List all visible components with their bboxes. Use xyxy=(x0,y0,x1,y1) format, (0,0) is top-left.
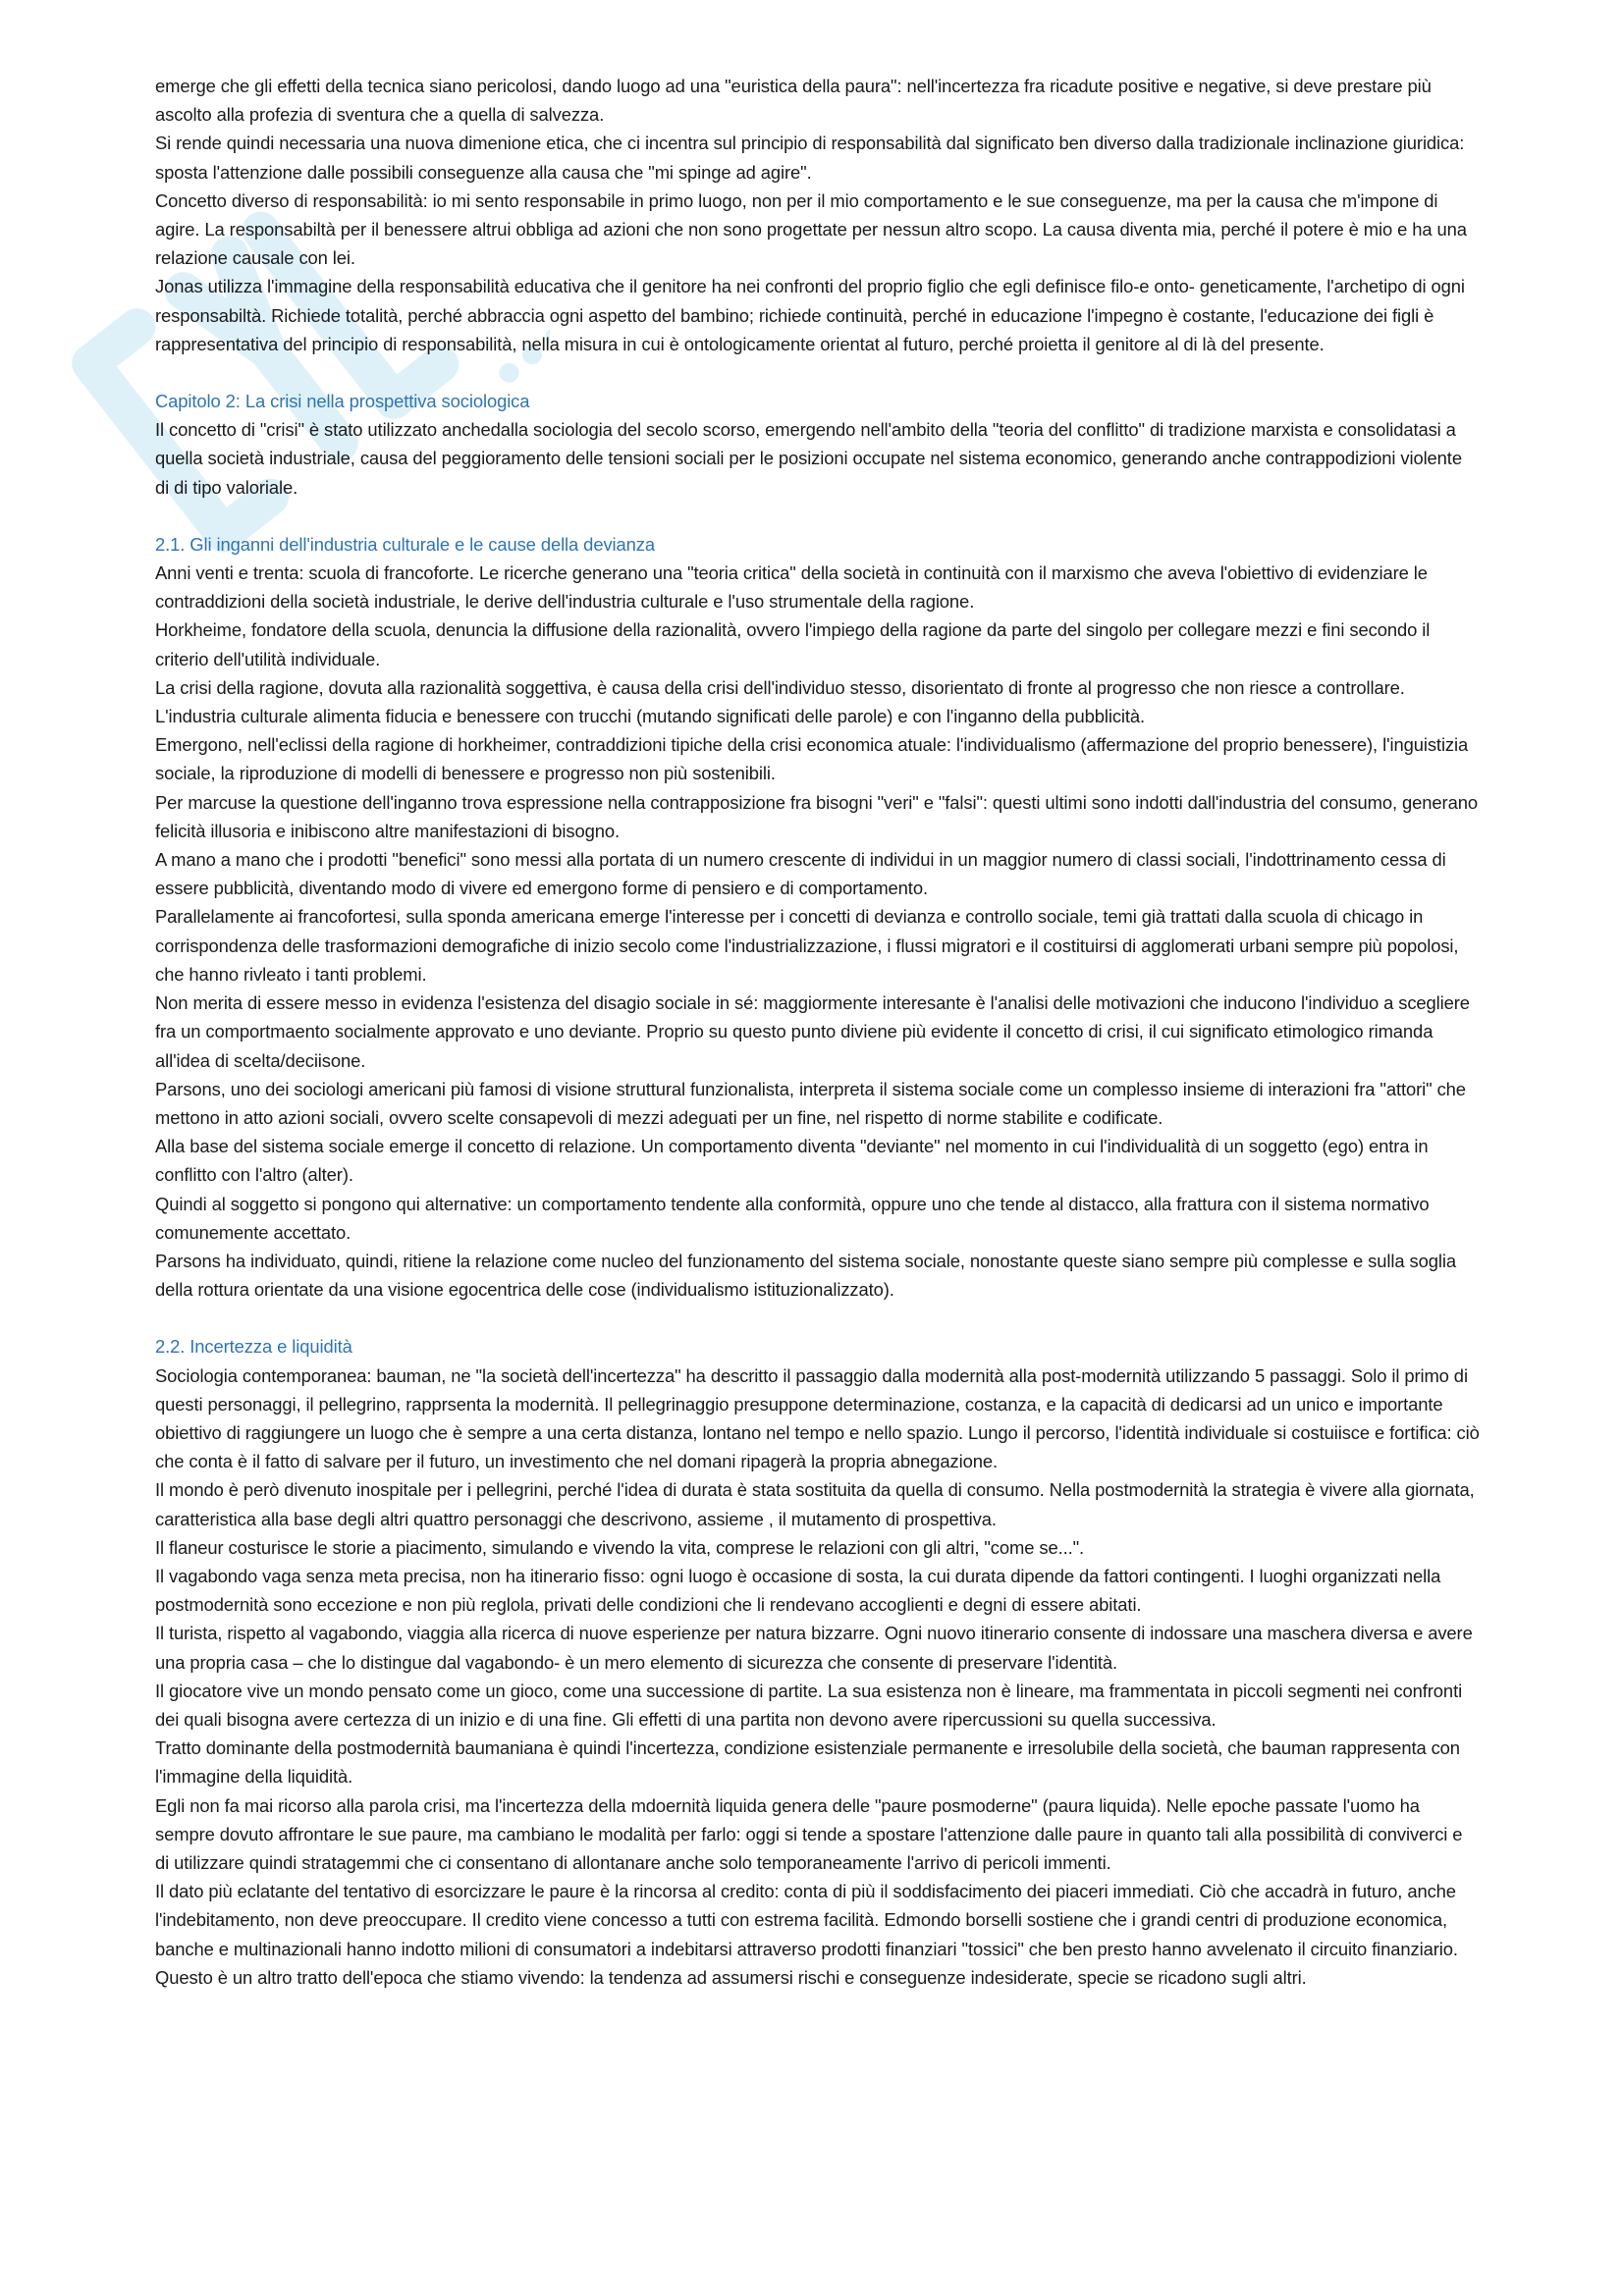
paragraph: Horkheime, fondatore della scuola, denuncia la diffusione della razionalità, ovvero l'impiego della ragione da parte del singolo per collegare mezzi e fini secondo il criterio dell'utilità individuale. xyxy=(155,619,1431,669)
paragraph: La crisi della ragione, dovuta alla razionalità soggettiva, è causa della crisi dell'individuo stesso, disorientato di fronte al progresso che non riesce a controllare. xyxy=(155,676,1405,698)
document-page xyxy=(155,72,1481,1992)
paragraph-intro-1: emerge che gli effetti della tecnica siano pericolosi, dando luogo ad una "euristica della paura": nell'incertezza fra ricadute positive e negative, si deve prestare più ascolto alla profezia di sventura che a quella di salvezza. xyxy=(155,76,1432,126)
paragraph-intro-2: Si rende quindi necessaria una nuova dimenione etica, che ci incentra sul principio di responsabilità dal significato ben diverso dalla tradizionale inclinazione giuridica: sposta l'attenzione dalle possibili conseguenze alla causa che "mi spinge ad agire". xyxy=(155,133,1465,183)
spacer xyxy=(155,358,1481,387)
paragraph: Il vagabondo vaga senza meta precisa, non ha itinerario fisso: ogni luogo è occasione di sosta, la cui durata dipende da fattori contingenti. I luoghi organizzati nella postmodernità sono eccezione e non più reglola, privati delle condizioni che li rendevano accoglienti e degni di essere abitati. xyxy=(155,1565,1441,1616)
paragraph: Il flaneur costurisce le storie a piacimento, simulando e vivendo la vita, comprese le relazioni con gli altri, "come se...". xyxy=(155,1536,1085,1558)
paragraph-intro-3: Concetto diverso di responsabilità: io mi sento responsabile in primo luogo, non per il mio comportamento e le sue conseguenze, ma per la causa che m'impone di agire. La responsabiltà per il benessere altrui obbliga ad azioni che non sono progettate per nessun altro scopo. La causa diventa mia, perché il potere è mio e ha una relazione causale con lei. xyxy=(155,189,1467,269)
chapter-2-heading: Capitolo 2: La crisi nella prospettiva sociologica xyxy=(155,391,530,412)
paragraph: Egli non fa mai ricorso alla parola crisi, ma l'incertezza della mdoernità liquida genera delle "paure posmoderne" (paura liquida). Nelle epoche passate l'uomo ha sempre dovuto affrontare le sue paure, ma cambiano le modalità per farlo: oggi si tende a spostare l'attenzione dalle paure in quanto tali alla possibilità di conviverci e di utilizzare quindi stratagemmi che ci consentano di allontanare anche solo temporaneamente l'arrivo di pericoli immenti. xyxy=(155,1794,1463,1873)
paragraph: Sociologia contemporanea: bauman, ne "la società dell'incertezza" ha descritto il passaggio dalla modernità alla post-modernità utilizzando 5 passaggi. Solo il primo di questi personaggi, il pellegrino, rapprsenta la modernità. Il pellegrinaggio presuppone determinazione, costanza, e la capacità di dedicarsi ad un unico e importante obiettivo di raggiungere un luogo che è sempre a una certa distanza, lontano nel tempo e nello spazio. Lungo il percorso, l'identità individuale si costuiisce e fortifica: ciò che conta è il fatto di salvare per il futuro, un investimento che nel domani ripagerà la propria abnegazione. xyxy=(155,1364,1480,1472)
paragraph: Alla base del sistema sociale emerge il concetto di relazione. Un comportamento diventa "deviante" nel momento in cui l'individualità di un soggetto (ego) entra in conflitto con l'altro (alter). xyxy=(155,1136,1429,1186)
paragraph: Il dato più eclatante del tentativo di esorcizzare le paure è la rincorsa al credito: conta di più il soddisfacimento dei piaceri immediati. Ciò che accadrà in futuro, anche l'indebitamento, non deve preoccupare. Il credito viene concesso a tutti con estrema facilità. Edmondo borselli sostiene che i grandi centri di produzione economica, banche e multinazionali hanno indotto milioni di consumatori a indebitarsi attraverso prodotti finanziari "tossici" che ben presto hanno avvelenato il circuito finanziario. Questo è un altro tratto dell'epoca che stiamo vivendo: la tendenza ad assumersi rischi e conseguenze indesiderate, specie se ricadono sugli altri. xyxy=(155,1881,1458,1988)
paragraph: Anni venti e trenta: scuola di francoforte. Le ricerche generano una "teoria critica" della società in continuità con il marxismo che aveva l'obiettivo di evidenziare le contraddizioni della società industriale, le derive dell'industria culturale e l'uso strumentale della ragione. xyxy=(155,562,1428,613)
paragraph: Parsons, uno dei sociologi americani più famosi di visione struttural funzionalista, interpreta il sistema sociale come un complesso insieme di interazioni fra "attori" che mettono in atto azioni sociali, ovvero scelte consapevoli di mezzi adeguati per un fine, nel rispetto di norme stabilite e codificate. xyxy=(155,1078,1466,1128)
paragraph: Emergono, nell'eclissi della ragione di horkheimer, contraddizioni tipiche della crisi economica atuale: l'individualismo (affermazione del proprio benessere), l'inguistizia sociale, la riproduzione di modelli di benessere e progresso non più sostenibili. xyxy=(155,734,1469,784)
paragraph: L'industria culturale alimenta fiducia e benessere con trucchi (mutando significati delle parole) e con l'inganno della pubblicità. xyxy=(155,706,1146,727)
paragraph: Il mondo è però divenuto inospitale per i pellegrini, perché l'idea di durata è stata sostituita da quella di consumo. Nella postmodernità la strategia è vivere alla giornata, caratteristica alla base degli altri quattro personaggi che descrivono, assieme , il mutamento di prospettiva. xyxy=(155,1479,1475,1529)
paragraph: A mano a mano che i prodotti "benefici" sono messi alla portata di un numero crescente di individui in un maggior numero di classi sociali, l'indottrinamento cessa di essere pubblicità, diventando modo di vivere ed emergono forme di pensiero e di comportamento. xyxy=(155,849,1446,899)
section-2-2-heading: 2.2. Incertezza e liquidità xyxy=(155,1336,352,1358)
spacer xyxy=(155,1304,1481,1332)
section-2-1-heading: 2.1. Gli inganni dell'industria culturale e le cause della devianza xyxy=(155,533,656,555)
paragraph: Quindi al soggetto si pongono qui alternative: un comportamento tendente alla conformità, oppure uno che tende al distacco, alla frattura con il sistema normativo comunemente accettato. xyxy=(155,1193,1430,1243)
paragraph: Tratto dominante della postmodernità baumaniana è quindi l'incertezza, condizione esistenziale permanente e irresolubile della società, che bauman rappresenta con l'immagine della liquidità. xyxy=(155,1737,1460,1788)
spacer xyxy=(155,502,1481,530)
paragraph: Parsons ha individuato, quindi, ritiene la relazione come nucleo del funzionamento del sistema sociale, nonostante queste siano sempre più complesse e sulla soglia della rottura orientate da una visione egocentrica delle cose (individualismo istituzionalizzato). xyxy=(155,1250,1456,1301)
paragraph: Per marcuse la questione dell'inganno trova espressione nella contrapposizione fra bisogni "veri" e "falsi": questi ultimi sono indotti dall'industria del consumo, generano felicità illusoria e inibiscono altre manifestazioni di bisogno. xyxy=(155,791,1478,841)
paragraph-chapter-2: Il concetto di "crisi" è stato utilizzato anchedalla sociologia del secolo scorso, emergendo nell'ambito della "teoria del conflitto" di tradizione marxista e consolidatasi a quella società industriale, causa del peggioramento delle tensioni sociali per le posizioni occupate nel sistema economico, generando anche contrappodizioni violente di di tipo valoriale. xyxy=(155,419,1462,498)
paragraph: Parallelamente ai francofortesi, sulla sponda americana emerge l'interesse per i concetti di devianza e controllo sociale, temi già trattati dalla scuola di chicago in corrispondenza delle trasformazioni demografiche di inizio secolo come l'industrializzazione, i flussi migratori e il costituirsi di agglomerati urbani sempre più popolosi, che hanno rivleato i tanti problemi. xyxy=(155,906,1459,985)
paragraph: Il turista, rispetto al vagabondo, viaggia alla ricerca di nuove esperienze per natura bizzarre. Ogni nuovo itinerario consente di indossare una maschera diversa e avere una propria casa – che lo distingue dal vagabondo- è un mero elemento di sicurezza che consente di preservare l'identità. xyxy=(155,1623,1473,1673)
paragraph-intro-4: Jonas utilizza l'immagine della responsabilità educativa che il genitore ha nei confronti del proprio figlio che egli definisce filo-e onto- geneticamente, l'archetipo di ogni responsabiltà. Richiede totalità, perché abbraccia ogni aspetto del bambino; richiede continuità, perché in educazione l'impegno è costante, l'educazione dei figli è rappresentativa del principio di responsabilità, nella misura in cui è ontologicamente orientat al futuro, perché proietta il genitore al di là del presente. xyxy=(155,276,1465,354)
paragraph: Il giocatore vive un mondo pensato come un gioco, come una successione di partite. La sua esistenza non è lineare, ma frammentata in piccoli segmenti nei confronti dei quali bisogna avere certezza di un inizio e di una fine. Gli effetti di una partita non devono avere ripercussioni su quella successiva. xyxy=(155,1680,1463,1730)
paragraph: Non merita di essere messo in evidenza l'esistenza del disagio sociale in sé: maggiormente interesante è l'analisi delle motivazioni che inducono l'individuo a scegliere fra un comportmaento socialmente approvato e uno deviante. Proprio su questo punto diviene più evidente il concetto di crisi, il cui significato etimologico rimanda all'idea di scelta/deciisone. xyxy=(155,992,1470,1071)
